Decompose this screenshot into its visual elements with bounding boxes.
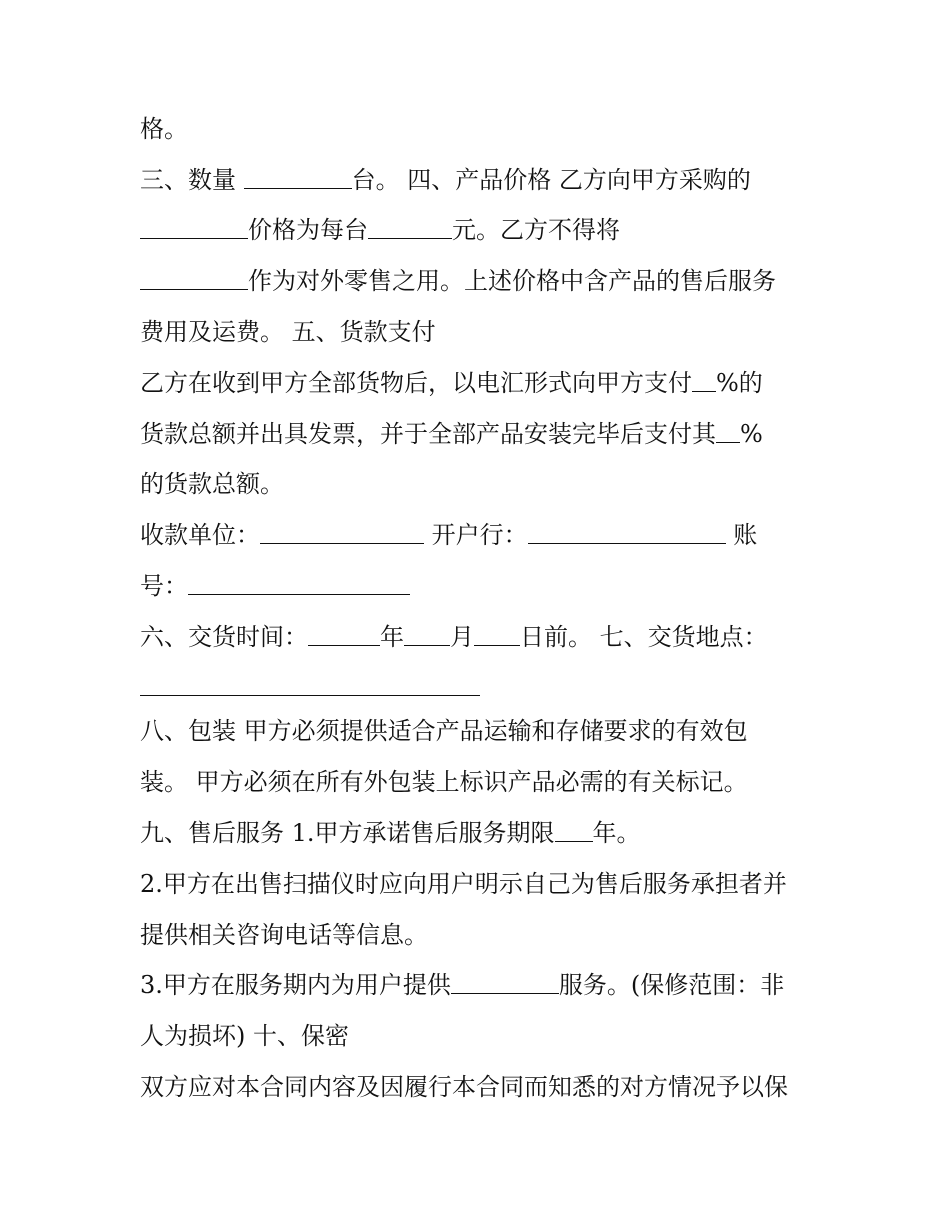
text-line-9-account: 收款单位： 开户行： 账 xyxy=(140,521,758,549)
text-line-10-account: 号： xyxy=(140,571,410,601)
text-line-1: 格。 xyxy=(140,115,188,143)
blank-month xyxy=(404,625,450,646)
text-line-2-quantity: 三、数量 台。 四、产品价格 乙方向甲方采购的 xyxy=(140,166,751,194)
blank-item xyxy=(140,269,248,290)
text-line-7-payment: 货款总额并出具发票，并于全部产品安装完毕后支付其 % xyxy=(140,420,763,448)
text-line-11-delivery: 六、交货时间： 年 月 日前。 七、交货地点： xyxy=(140,623,768,651)
blank-service-type xyxy=(451,973,559,994)
text-line-20: 双方应对本合同内容及因履行本合同而知悉的对方情况予以保 xyxy=(140,1073,788,1101)
blank-day xyxy=(474,625,520,646)
blank-quantity xyxy=(244,168,352,189)
text-line-5: 费用及运费。 五、货款支付 xyxy=(140,318,436,346)
blank-payee xyxy=(260,523,424,544)
blank-bank xyxy=(528,523,726,544)
blank-unit-price xyxy=(368,218,452,239)
text-line-18-service: 3.甲方在服务期内为用户提供 服务。(保修范围：非 xyxy=(140,971,785,999)
blank-year xyxy=(308,625,380,646)
text-line-19: 人为损坏) 十、保密 xyxy=(140,1022,349,1050)
text-line-14: 装。 甲方必须在所有外包装上标识产品必需的有关标记。 xyxy=(140,768,748,796)
blank-product xyxy=(140,218,248,239)
text-line-3-price: 价格为每台 元。乙方不得将 xyxy=(140,215,620,245)
text-line-13: 八、包装 甲方必须提供适合产品运输和存储要求的有效包 xyxy=(140,717,748,745)
blank-delivery-location xyxy=(140,675,480,696)
blank-percent-2 xyxy=(716,422,740,443)
blank-percent-1 xyxy=(692,371,716,392)
text-line-8: 的货款总额。 xyxy=(140,470,284,498)
blank-account-number xyxy=(188,574,410,595)
text-line-15-service: 九、售后服务 1.甲方承诺售后服务期限 年。 xyxy=(140,819,641,847)
text-line-6-payment: 乙方在收到甲方全部货物后，以电汇形式向甲方支付 %的 xyxy=(140,369,763,397)
text-line-17: 提供相关咨询电话等信息。 xyxy=(140,921,428,949)
text-line-4: 作为对外零售之用。上述价格中含产品的售后服务 xyxy=(140,266,776,296)
text-line-16: 2.甲方在出售扫描仪时应向用户明示自己为售后服务承担者并 xyxy=(140,870,787,898)
text-line-12-location xyxy=(140,672,480,702)
blank-service-years xyxy=(555,821,593,842)
